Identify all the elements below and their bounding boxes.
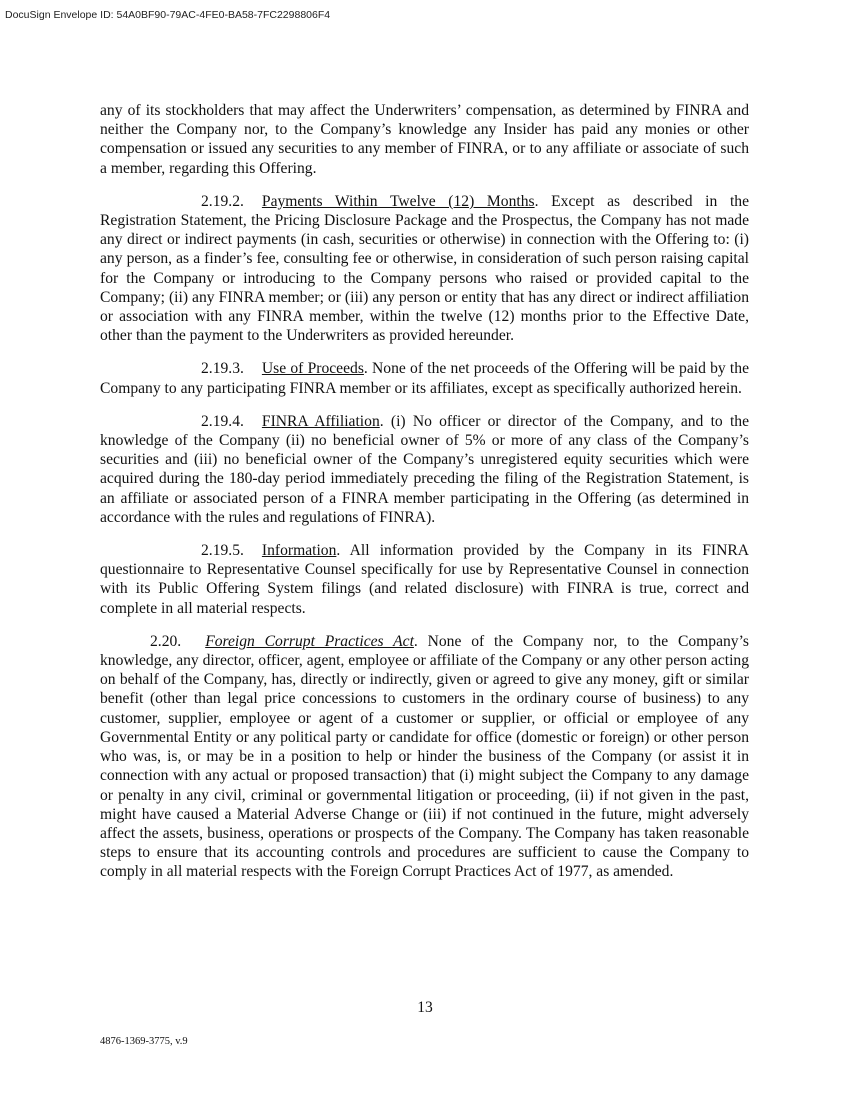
section-text: . All information provided by the Company in its FINRA questionnaire to Representative Counsel specifically for use by Representative Counsel in connection with its Public Offering System filings (and related disclosure) with FINRA is true, correct and complete in all material respects. [100, 542, 749, 617]
section-heading: Foreign Corrupt Practices Act [205, 632, 414, 650]
paragraph-continuation [100, 101, 749, 178]
section-text: . Except as described in the Registration Statement, the Pricing Disclosure Package and the Prospectus, the Company has not made any direct or indirect payments (in cash, securities or otherwise) in connection with the Offering to: (i) any person, as a finder’s fee, consulting fee or otherwise, in consideration of such person raising capital for the Company or introducing to the Company persons who raised or provided capital to the Company; (ii) any FINRA member; or (iii) any person or entity that has any direct or indirect affiliation or association with any FINRA member, within the twelve (12) months prior to the Effective Date, other than the payment to the Underwriters as provided hereunder. [100, 192, 749, 345]
section-2-19-4 [100, 412, 749, 527]
section-number: 2.19.3. [201, 360, 244, 378]
section-2-19-3 [100, 359, 749, 397]
docusign-envelope-id: DocuSign Envelope ID: 54A0BF90-79AC-4FE0-BA58-7FC2298806F4 [5, 9, 331, 21]
section-heading: Use of Proceeds [261, 360, 364, 378]
paragraph-text: any of its stockholders that may affect the Underwriters’ compensation, as determined by FINRA and neither the Company nor, to the Company’s knowledge any Insider has paid any monies or other compensation or issued any securities to any member of FINRA, or to any affiliate or associate of such a member, regarding this Offering. [100, 102, 749, 177]
section-text: . None of the Company nor, to the Company’s knowledge, any director, officer, agent, employee or affiliate of the Company or any other person acting on behalf of the Company, has, directly or indirectly, given or agreed to give any money, gift or similar benefit (other than legal price concessions to customers in the ordinary course of business) to any customer, supplier, employee or agent of a customer or supplier, or official or employee of any Governmental Entity or any political party or candidate for office (domestic or foreign) or other person who was, is, or may be in a position to help or hinder the business of the Company (or assist it in connection with any actual or proposed transaction) that (i) might subject the Company to any damage or penalty in any civil, criminal or governmental litigation or proceeding, (ii) if not given in the past, might have caused a Material Adverse Change or (iii) if not continued in the future, might adversely affect the assets, business, operations or prospects of the Company. The Company has taken reasonable steps to ensure that its accounting controls and procedures are sufficient to cause the Company to comply in all material respects with the Foreign Corrupt Practices Act of 1977, as amended. [100, 632, 749, 881]
section-number: 2.20. [150, 632, 182, 650]
section-text: . (i) No officer or director of the Company, and to the knowledge of the Company (ii) no beneficial owner of 5% or more of any class of the Company’s securities and (iii) no beneficial owner of the Company’s unregistered equity securities which were acquired during the 180-day period immediately preceding the filing of the Registration Statement, is an affiliate or associated person of a FINRA member participating in the Offering (as determined in accordance with the rules and regulations of FINRA). [100, 412, 750, 526]
section-heading: FINRA Affiliation [261, 412, 380, 430]
document-body [100, 101, 749, 896]
section-2-19-2 [100, 192, 749, 346]
section-heading: Information [261, 542, 337, 560]
section-number: 2.19.4. [201, 412, 244, 430]
section-number: 2.19.2. [201, 192, 244, 210]
section-2-19-5 [100, 541, 749, 618]
document-id: 4876-1369-3775, v.9 [100, 1036, 188, 1047]
section-heading: Payments Within Twelve (12) Months [261, 192, 535, 210]
section-number: 2.19.5. [201, 542, 244, 560]
section-2-20 [100, 632, 749, 882]
section-text: . None of the net proceeds of the Offering will be paid by the Company to any participating FINRA member or its affiliates, except as specifically authorized herein. [100, 360, 749, 397]
page-number: 13 [417, 999, 433, 1016]
